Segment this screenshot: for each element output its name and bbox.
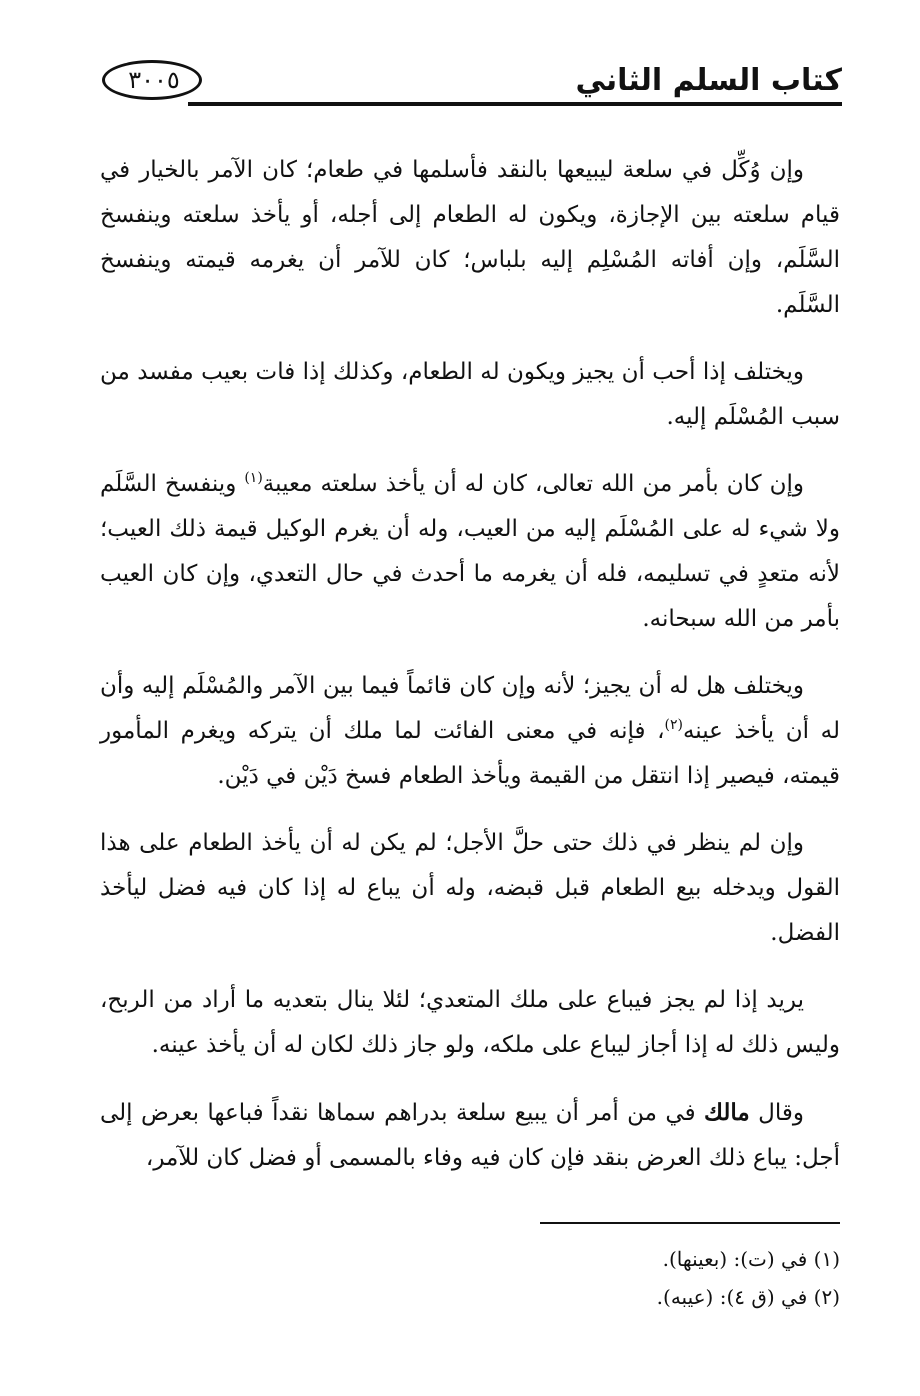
footnote-separator xyxy=(540,1222,840,1224)
page-number: ٣٠٠٥ xyxy=(128,66,180,94)
footnotes xyxy=(100,1240,840,1316)
paragraph-6: يريد إذا لم يجز فيباع على ملك المتعدي؛ لئلا ينال بتعديه ما أراد من الربح، وليس ذلك له إذا أجاز ليباع على ملكه، ولو جاز ذلك لكان له أن يأخذ عينه. xyxy=(100,987,840,1058)
page-header xyxy=(92,56,842,114)
paragraph-2: ويختلف إذا أحب أن يجيز ويكون له الطعام، وكذلك إذا فات بعيب مفسد من سبب المُسْلَم إليه. xyxy=(100,359,840,430)
scholar-name: مالك xyxy=(704,1099,750,1126)
paragraph-7-rest: في من أمر أن يبيع سلعة بدراهم سماها نقداً فباعها بعرض إلى أجل: يباع ذلك العرض بنقد فإن كان فيه وفاء بالمسمى أو فضل كان للآمر، xyxy=(100,1100,840,1171)
paragraph-1: وإن وُكِّل في سلعة ليبيعها بالنقد فأسلمها في طعام؛ كان الآمر بالخيار في قيام سلعته بين الإجازة، ويكون له الطعام إلى أجله، أو يأخذ سلعته وينفسخ السَّلَم، وإن أفاته المُسْلِم إليه بلباس؛ كان للآمر أن يغرمه قيمته وينفسخ السَّلَم. xyxy=(100,157,840,318)
footnote-1: (١) في (ت): (بعينها). xyxy=(662,1247,840,1271)
paragraph-7 xyxy=(100,1090,840,1181)
paragraph-4 xyxy=(100,664,840,799)
paragraph-5: وإن لم ينظر في ذلك حتى حلَّ الأجل؛ لم يكن له أن يأخذ الطعام على هذا القول ويدخله بيع الطعام قبل قبضه، وله أن يباع له إذا كان فيه فضل ليأخذ الفضل. xyxy=(100,830,840,946)
paragraph-7-lead: وقال xyxy=(749,1100,804,1126)
main-text xyxy=(100,148,840,1181)
header-rule xyxy=(188,102,842,106)
paragraph-4-part-1: ويختلف هل له أن يجيز؛ لأنه وإن كان قائماً فيما بين الآمر والمُسْلَم إليه وأن له أن يأخذ عينه xyxy=(100,673,840,744)
footnote-marker-1: (١) xyxy=(244,470,263,486)
paragraph-3-part-1: وإن كان بأمر من الله تعالى، كان له أن يأخذ سلعته معيبة xyxy=(262,471,804,497)
footnote-marker-2: (٢) xyxy=(664,717,683,733)
paragraph-4-part-2: ، فإنه في معنى الفائت لما ملك أن يتركه ويغرم المأمور قيمته، فيصير إذا انتقل من القيمة ويأخذ الطعام فسخ دَيْن في دَيْن. xyxy=(100,718,840,789)
book-title: كتاب السلم الثاني xyxy=(575,63,842,98)
footnote-2: (٢) في (ق ٤): (عيبه). xyxy=(656,1285,840,1309)
paragraph-3-part-2: وينفسخ السَّلَم ولا شيء له على المُسْلَم إليه من العيب، وله أن يغرم الوكيل قيمة ذلك العيب؛ لأنه متعدٍ في تسليمه، فله أن يغرمه ما أحدث في حال التعدي، وإن كان العيب بأمر من الله سبحانه. xyxy=(100,471,840,632)
paragraph-3 xyxy=(100,462,840,642)
